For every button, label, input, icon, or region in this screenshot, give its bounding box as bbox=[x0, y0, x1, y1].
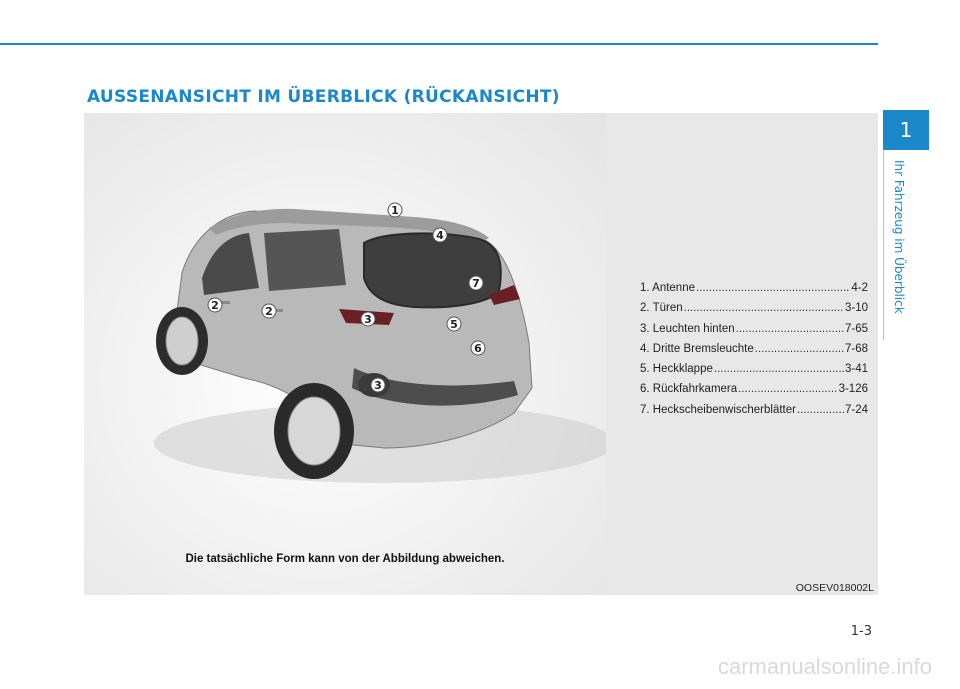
svg-text:3: 3 bbox=[374, 379, 382, 392]
callout-5 bbox=[447, 317, 461, 331]
svg-text:3: 3 bbox=[364, 313, 372, 326]
callout-2a bbox=[208, 298, 222, 312]
svg-text:5: 5 bbox=[450, 318, 458, 331]
callout-6 bbox=[471, 341, 485, 355]
chapter-name-text: Ihr Fahrzeug im Überblick bbox=[892, 160, 906, 314]
svg-text:4: 4 bbox=[436, 229, 444, 242]
chapter-side-rule bbox=[883, 150, 884, 340]
legend-item: 1. Antenne ..... 4-2 bbox=[640, 278, 868, 298]
svg-text:7: 7 bbox=[472, 277, 480, 290]
callout-layer bbox=[84, 113, 606, 595]
callout-3b bbox=[371, 378, 385, 392]
page-title: AUSSENANSICHT IM ÜBERBLICK (RÜCKANSICHT) bbox=[87, 87, 560, 107]
figure-panel bbox=[84, 113, 878, 595]
svg-text:2: 2 bbox=[211, 299, 219, 312]
legend-item: 6. Rückfahrkamera ..... 3-126 bbox=[640, 379, 868, 399]
figure-id: OOSEV018002L bbox=[795, 582, 874, 594]
svg-text:6: 6 bbox=[474, 342, 482, 355]
callout-3a bbox=[361, 312, 375, 326]
page-number: 1-3 bbox=[850, 624, 872, 639]
legend-item: 3. Leuchten hinten ..... 7-65 bbox=[640, 319, 868, 339]
parts-legend bbox=[640, 278, 868, 420]
callout-7 bbox=[469, 276, 483, 290]
callout-4 bbox=[433, 228, 447, 242]
header-rule bbox=[0, 43, 878, 45]
figure-caption: Die tatsächliche Form kann von der Abbildung abweichen. bbox=[185, 553, 505, 565]
legend-item: 7. Heckscheibenwischerblätter ..... 7-24 bbox=[640, 400, 868, 420]
callout-1 bbox=[388, 203, 402, 217]
chapter-number-tab: 1 bbox=[883, 110, 929, 150]
legend-item: 2. Türen ..... 3-10 bbox=[640, 298, 868, 318]
legend-item: 5. Heckklappe ..... 3-41 bbox=[640, 359, 868, 379]
svg-text:1: 1 bbox=[391, 204, 399, 217]
vehicle-illustration bbox=[84, 113, 606, 595]
callout-2b bbox=[262, 304, 276, 318]
watermark: carmanualsonline.info bbox=[717, 654, 932, 679]
svg-text:2: 2 bbox=[265, 305, 273, 318]
legend-item: 4. Dritte Bremsleuchte ..... 7-68 bbox=[640, 339, 868, 359]
